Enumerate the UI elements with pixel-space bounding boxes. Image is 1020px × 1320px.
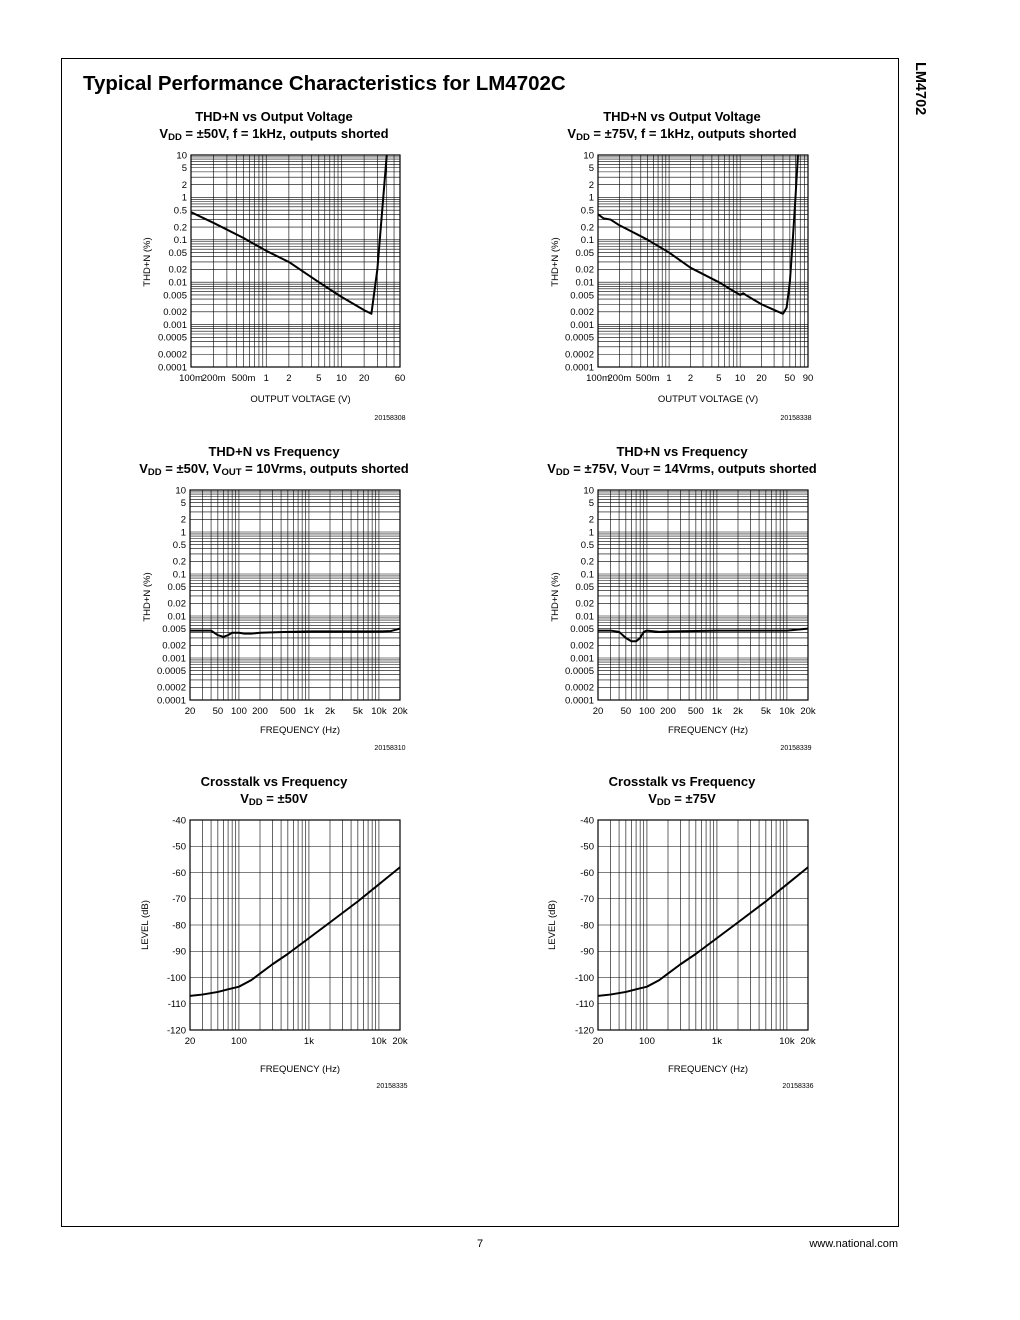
y-tick-label: -110 bbox=[575, 999, 594, 1011]
y-axis-title: THD+N (%) bbox=[142, 237, 153, 287]
y-tick-label: 2 bbox=[588, 179, 594, 191]
y-tick-label: -50 bbox=[580, 841, 594, 853]
series-line bbox=[598, 629, 808, 642]
plot-frame bbox=[190, 490, 400, 700]
y-tick-label: -90 bbox=[580, 946, 594, 958]
x-tick-label: 20 bbox=[358, 373, 370, 384]
y-tick-label: 0.5 bbox=[173, 205, 187, 217]
x-tick-label: 10k bbox=[371, 1036, 387, 1047]
y-tick-label: 2 bbox=[180, 514, 186, 526]
y-tick-label: 0.002 bbox=[570, 640, 594, 652]
y-tick-label: 0.02 bbox=[167, 598, 186, 610]
y-axis-title: THD+N (%) bbox=[550, 237, 561, 287]
y-axis-title: LEVEL (dB) bbox=[547, 900, 558, 950]
y-tick-label: -120 bbox=[166, 1025, 186, 1037]
y-tick-label: 0.005 bbox=[163, 290, 187, 302]
x-tick-label: 1k bbox=[303, 706, 314, 717]
x-tick-label: 2 bbox=[286, 373, 292, 384]
plot-frame bbox=[598, 490, 808, 700]
chart-subtitle-line: $V_{DD} = \pm 50V$, $V_{OUT}$ = 10Vrms, outputs shorted bbox=[139, 461, 409, 478]
y-tick-label: 0.0002 bbox=[157, 349, 187, 361]
chart-subtitle-line: $V_{DD} = \pm 75V$, f = 1kHz, outputs shorted bbox=[567, 126, 797, 143]
x-tick-label: 100 bbox=[639, 706, 655, 717]
y-tick-label: -70 bbox=[580, 894, 594, 906]
x-tick-label: 1 bbox=[666, 373, 672, 384]
y-tick-label: 0.01 bbox=[575, 611, 594, 623]
y-tick-label: 5 bbox=[180, 497, 186, 509]
x-tick-label: 20 bbox=[184, 706, 196, 717]
y-axis-title: THD+N (%) bbox=[142, 572, 153, 622]
y-tick-label: 10 bbox=[176, 150, 187, 162]
x-tick-label: 100 bbox=[231, 706, 247, 717]
y-tick-label: 1 bbox=[588, 527, 594, 539]
y-tick-label: 0.0005 bbox=[156, 665, 186, 677]
side-tab-label: LM4702 bbox=[912, 62, 928, 116]
y-tick-label: 0.0002 bbox=[564, 349, 594, 361]
x-tick-label: 100 bbox=[231, 1036, 247, 1047]
x-axis-title: FREQUENCY (Hz) bbox=[259, 725, 341, 736]
x-tick-label: 20k bbox=[392, 706, 408, 717]
y-tick-label: 0.2 bbox=[172, 556, 186, 568]
y-tick-label: 0.001 bbox=[570, 319, 594, 331]
x-tick-label: 200m bbox=[607, 373, 632, 384]
x-tick-label: 10 bbox=[336, 373, 347, 384]
x-tick-label: 500m bbox=[635, 373, 660, 384]
y-tick-label: 0.0005 bbox=[564, 665, 594, 677]
y-axis-title: THD+N (%) bbox=[550, 572, 561, 622]
x-tick-label: 50 bbox=[784, 373, 796, 384]
y-tick-label: 2 bbox=[588, 514, 594, 526]
page-number: 7 bbox=[476, 1238, 484, 1250]
y-tick-label: -90 bbox=[172, 946, 186, 958]
y-tick-label: 0.001 bbox=[570, 653, 594, 665]
series-line bbox=[190, 867, 400, 996]
y-tick-label: 0.05 bbox=[575, 581, 594, 593]
series-line bbox=[598, 867, 808, 996]
y-tick-label: -80 bbox=[580, 920, 594, 932]
y-tick-label: -60 bbox=[172, 867, 186, 879]
x-tick-label: 2k bbox=[732, 706, 744, 717]
y-tick-label: 0.0005 bbox=[564, 332, 594, 344]
x-tick-label: 1 bbox=[263, 373, 269, 384]
chart-subtitle-line: $V_{DD} = \pm 50V$ bbox=[240, 791, 308, 808]
x-tick-label: 20 bbox=[592, 706, 604, 717]
figure-id: 20158335 bbox=[376, 1083, 408, 1090]
x-tick-label: 10k bbox=[371, 706, 387, 717]
x-tick-label: 5 bbox=[316, 373, 322, 384]
y-tick-label: 2 bbox=[181, 179, 187, 191]
chart-title-line: THD+N vs Output Voltage bbox=[603, 109, 761, 124]
y-tick-label: -80 bbox=[172, 920, 186, 932]
y-tick-label: 0.005 bbox=[162, 623, 186, 635]
y-tick-label: 0.0001 bbox=[156, 695, 186, 707]
y-tick-label: 0.5 bbox=[172, 539, 186, 551]
y-tick-label: 10 bbox=[583, 485, 594, 497]
chart-title-line: Crosstalk vs Frequency bbox=[608, 774, 756, 789]
chart-title-line: THD+N vs Frequency bbox=[616, 444, 748, 459]
x-tick-label: 2 bbox=[687, 373, 694, 384]
y-tick-label: -70 bbox=[172, 894, 186, 906]
x-tick-label: 10k bbox=[779, 706, 795, 717]
y-tick-label: 0.002 bbox=[162, 640, 186, 652]
x-axis-title: FREQUENCY (Hz) bbox=[667, 725, 749, 736]
y-tick-label: 0.02 bbox=[575, 264, 594, 276]
chart-title-line: THD+N vs Frequency bbox=[208, 444, 340, 459]
figure-id: 20158336 bbox=[782, 1083, 814, 1090]
x-axis-title: OUTPUT VOLTAGE (V) bbox=[657, 394, 759, 405]
y-tick-label: -110 bbox=[167, 999, 186, 1011]
y-tick-label: 0.2 bbox=[173, 222, 187, 234]
y-tick-label: 0.1 bbox=[172, 569, 186, 581]
x-tick-label: 500 bbox=[279, 706, 296, 717]
y-tick-label: 0.05 bbox=[575, 247, 594, 259]
y-tick-label: 0.001 bbox=[163, 319, 187, 331]
figure-id: 20158310 bbox=[374, 745, 406, 752]
x-tick-label: 20 bbox=[592, 1036, 604, 1047]
chart-subtitle-line: $V_{DD} = \pm 50V$, f = 1kHz, outputs shorted bbox=[159, 126, 389, 143]
x-tick-label: 20 bbox=[184, 1036, 196, 1047]
y-tick-label: 0.2 bbox=[580, 222, 594, 234]
x-tick-label: 1k bbox=[711, 706, 722, 717]
x-tick-label: 2k bbox=[324, 706, 336, 717]
y-tick-label: 0.002 bbox=[163, 307, 187, 319]
y-tick-label: 1 bbox=[588, 192, 594, 204]
chart-subtitle-line: $V_{DD} = \pm 75V$ bbox=[648, 791, 716, 808]
y-tick-label: 5 bbox=[181, 163, 187, 175]
y-tick-label: 1 bbox=[181, 192, 187, 204]
y-tick-label: 0.0002 bbox=[564, 682, 594, 694]
plot-frame bbox=[191, 155, 400, 367]
y-tick-label: 0.1 bbox=[580, 569, 594, 581]
y-tick-label: 0.05 bbox=[167, 581, 186, 593]
y-tick-label: 0.02 bbox=[168, 264, 187, 276]
x-tick-label: 20k bbox=[800, 706, 816, 717]
y-tick-label: -100 bbox=[574, 972, 594, 984]
y-tick-label: 0.02 bbox=[575, 598, 594, 610]
site-url: www.national.com bbox=[809, 1238, 898, 1250]
y-axis-title: LEVEL (dB) bbox=[140, 900, 151, 950]
x-tick-label: 20k bbox=[800, 1036, 816, 1047]
y-tick-label: -100 bbox=[166, 972, 186, 984]
y-tick-label: 10 bbox=[175, 485, 186, 497]
y-tick-label: 0.05 bbox=[168, 247, 187, 259]
x-axis-title: FREQUENCY (Hz) bbox=[259, 1064, 341, 1075]
y-tick-label: 1 bbox=[180, 527, 186, 539]
figure-id: 20158308 bbox=[374, 415, 406, 422]
y-tick-label: 0.01 bbox=[167, 611, 186, 623]
x-tick-label: 100m bbox=[179, 373, 203, 384]
x-tick-label: 100 bbox=[639, 1036, 655, 1047]
series-line bbox=[598, 155, 798, 314]
y-tick-label: 0.0005 bbox=[157, 332, 187, 344]
x-tick-label: 50 bbox=[620, 706, 632, 717]
y-tick-label: 0.5 bbox=[580, 205, 594, 217]
y-tick-label: 0.01 bbox=[168, 277, 187, 289]
y-tick-label: -120 bbox=[574, 1025, 594, 1037]
x-tick-label: 90 bbox=[802, 373, 814, 384]
x-tick-label: 10k bbox=[779, 1036, 795, 1047]
y-tick-label: 0.0001 bbox=[564, 362, 594, 374]
y-tick-label: 0.0001 bbox=[157, 362, 187, 374]
x-tick-label: 500m bbox=[231, 373, 256, 384]
y-tick-label: -50 bbox=[172, 841, 186, 853]
x-tick-label: 200 bbox=[252, 706, 268, 717]
x-axis-title: FREQUENCY (Hz) bbox=[667, 1064, 749, 1075]
figure-id: 20158338 bbox=[780, 415, 812, 422]
x-tick-label: 200 bbox=[660, 706, 676, 717]
chart-title-line: THD+N vs Output Voltage bbox=[195, 109, 353, 124]
y-tick-label: 5 bbox=[588, 497, 594, 509]
x-tick-label: 100m bbox=[586, 373, 610, 384]
y-tick-label: 5 bbox=[588, 163, 594, 175]
y-tick-label: 0.0001 bbox=[564, 695, 594, 707]
x-tick-label: 10 bbox=[734, 373, 746, 384]
y-tick-label: 0.5 bbox=[580, 539, 594, 551]
y-tick-label: 0.1 bbox=[173, 235, 187, 247]
x-tick-label: 5k bbox=[760, 706, 771, 717]
y-tick-label: 0.002 bbox=[570, 307, 594, 319]
figure-id: 20158339 bbox=[780, 745, 812, 752]
y-tick-label: 0.2 bbox=[580, 556, 594, 568]
y-tick-label: 0.005 bbox=[570, 290, 594, 302]
x-tick-label: 5 bbox=[716, 373, 722, 384]
page-title: Typical Performance Characteristics for LM4702C bbox=[83, 72, 566, 95]
x-tick-label: 1k bbox=[303, 1036, 314, 1047]
y-tick-label: 0.01 bbox=[575, 277, 594, 289]
y-tick-label: 0.0002 bbox=[156, 682, 186, 694]
x-tick-label: 200m bbox=[201, 373, 226, 384]
y-tick-label: -60 bbox=[580, 867, 594, 879]
x-tick-label: 500 bbox=[687, 706, 704, 717]
y-tick-label: 0.001 bbox=[162, 653, 186, 665]
x-axis-title: OUTPUT VOLTAGE (V) bbox=[250, 394, 351, 405]
x-tick-label: 5k bbox=[352, 706, 363, 717]
x-tick-label: 1k bbox=[711, 1036, 722, 1047]
chart-title-line: Crosstalk vs Frequency bbox=[200, 774, 348, 789]
y-tick-label: -40 bbox=[580, 815, 594, 827]
x-tick-label: 60 bbox=[394, 373, 406, 384]
y-tick-label: 10 bbox=[583, 150, 594, 162]
x-tick-label: 20 bbox=[756, 373, 767, 384]
y-tick-label: 0.005 bbox=[570, 623, 594, 635]
y-tick-label: -40 bbox=[172, 815, 186, 827]
y-tick-label: 0.1 bbox=[580, 235, 594, 247]
x-tick-label: 50 bbox=[212, 706, 224, 717]
chart-subtitle-line: $V_{DD} = \pm 75V$, $V_{OUT}$ = 14Vrms, outputs shorted bbox=[547, 461, 817, 478]
x-tick-label: 20k bbox=[392, 1036, 408, 1047]
